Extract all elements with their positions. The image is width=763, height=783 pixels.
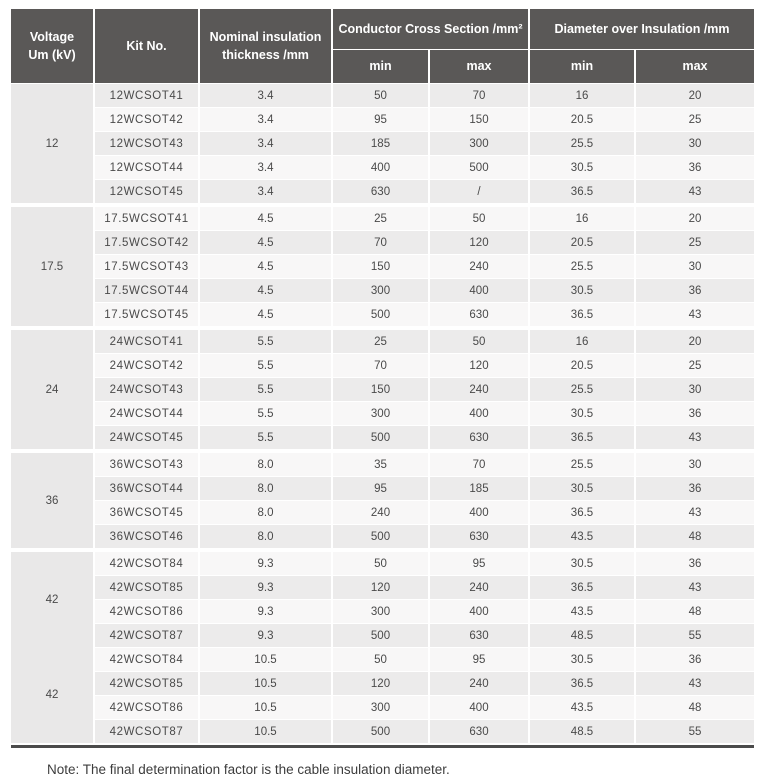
voltage-value: 36 [45,494,59,507]
diameter-min-cell: 48.5 [530,720,634,743]
voltage-value: 42 [45,689,59,702]
kit-no-cell: 42WCSOT86 [95,696,198,719]
conductor-min-cell: 50 [333,84,428,107]
diameter-max-cell: 43 [636,576,754,599]
kit-no-cell: 12WCSOT45 [95,180,198,203]
conductor-min-cell: 150 [333,255,428,278]
header-diameter-over-insulation: Diameter over Insulation /mm [530,9,754,49]
kit-no-cell: 36WCSOT46 [95,525,198,548]
diameter-max-cell: 30 [636,132,754,155]
conductor-max-cell: 240 [430,576,528,599]
diameter-min-cell: 30.5 [530,156,634,179]
kit-no-cell: 24WCSOT43 [95,378,198,401]
conductor-min-cell: 500 [333,426,428,449]
thickness-cell: 8.0 [200,501,331,524]
thickness-cell: 3.4 [200,84,331,107]
diameter-max-cell: 43 [636,426,754,449]
diameter-min-cell: 36.5 [530,303,634,326]
diameter-max-cell: 30 [636,255,754,278]
header-voltage-line2: Um (kV) [28,48,76,62]
header-diameter-min: min [530,50,634,83]
conductor-min-cell: 70 [333,354,428,377]
voltage-value: 17.5 [40,260,64,273]
conductor-min-cell: 150 [333,378,428,401]
kit-no-cell: 24WCSOT44 [95,402,198,425]
header-voltage-line1: Voltage [29,29,75,44]
conductor-max-cell: 400 [430,696,528,719]
kit-no-cell: 17.5WCSOT42 [95,231,198,254]
diameter-min-cell: 16 [530,84,634,107]
header-nominal-thickness [200,9,331,83]
conductor-max-cell: 50 [430,207,528,230]
conductor-max-cell: 240 [430,255,528,278]
conductor-min-cell: 500 [333,525,428,548]
conductor-max-cell: 185 [430,477,528,500]
spec-table [11,9,754,743]
thickness-cell: 3.4 [200,180,331,203]
diameter-max-cell: 30 [636,378,754,401]
diameter-min-cell: 36.5 [530,672,634,695]
voltage-group-cell [11,207,93,326]
thickness-cell: 10.5 [200,672,331,695]
conductor-min-cell: 70 [333,231,428,254]
conductor-min-cell: 300 [333,696,428,719]
diameter-min-cell: 43.5 [530,525,634,548]
kit-no-cell: 24WCSOT41 [95,330,198,353]
diameter-max-cell: 43 [636,303,754,326]
diameter-max-cell: 36 [636,648,754,671]
diameter-max-cell: 48 [636,696,754,719]
kit-no-cell: 17.5WCSOT45 [95,303,198,326]
conductor-max-cell: 630 [430,720,528,743]
diameter-min-cell: 43.5 [530,600,634,623]
conductor-min-cell: 95 [333,477,428,500]
kit-no-cell: 42WCSOT87 [95,720,198,743]
thickness-cell: 8.0 [200,477,331,500]
voltage-value: 12 [45,137,59,150]
diameter-max-cell: 55 [636,720,754,743]
header-nominal-line1: Nominal insulation [209,29,322,44]
header-diameter-max: max [636,50,754,83]
diameter-max-cell: 20 [636,84,754,107]
thickness-cell: 4.5 [200,279,331,302]
conductor-max-cell: 400 [430,279,528,302]
conductor-min-cell: 300 [333,600,428,623]
diameter-max-cell: 48 [636,600,754,623]
conductor-min-cell: 500 [333,624,428,647]
kit-no-cell: 36WCSOT44 [95,477,198,500]
conductor-max-cell: 300 [430,132,528,155]
conductor-max-cell: / [430,180,528,203]
thickness-cell: 8.0 [200,453,331,476]
diameter-min-cell: 43.5 [530,696,634,719]
diameter-max-cell: 43 [636,501,754,524]
diameter-min-cell: 30.5 [530,279,634,302]
conductor-min-cell: 185 [333,132,428,155]
kit-no-cell: 42WCSOT85 [95,576,198,599]
conductor-max-cell: 50 [430,330,528,353]
conductor-min-cell: 500 [333,720,428,743]
conductor-min-cell: 630 [333,180,428,203]
thickness-cell: 9.3 [200,576,331,599]
conductor-max-cell: 120 [430,354,528,377]
conductor-max-cell: 150 [430,108,528,131]
diameter-min-cell: 20.5 [530,108,634,131]
kit-no-cell: 36WCSOT43 [95,453,198,476]
conductor-min-cell: 50 [333,648,428,671]
header-kit-no: Kit No. [95,9,198,83]
diameter-max-cell: 20 [636,330,754,353]
thickness-cell: 4.5 [200,207,331,230]
conductor-max-cell: 95 [430,648,528,671]
kit-no-cell: 12WCSOT41 [95,84,198,107]
thickness-cell: 4.5 [200,255,331,278]
conductor-max-cell: 70 [430,453,528,476]
voltage-group-cell [11,84,93,203]
conductor-min-cell: 500 [333,303,428,326]
diameter-max-cell: 36 [636,402,754,425]
kit-no-cell: 24WCSOT45 [95,426,198,449]
diameter-max-cell: 43 [636,672,754,695]
kit-no-cell: 12WCSOT42 [95,108,198,131]
thickness-cell: 9.3 [200,600,331,623]
diameter-max-cell: 36 [636,552,754,575]
kit-no-cell: 42WCSOT85 [95,672,198,695]
voltage-group-cell [11,453,93,548]
thickness-cell: 3.4 [200,132,331,155]
header-conductor-min: min [333,50,428,83]
diameter-max-cell: 20 [636,207,754,230]
conductor-min-cell: 120 [333,672,428,695]
conductor-max-cell: 240 [430,672,528,695]
diameter-max-cell: 43 [636,180,754,203]
conductor-max-cell: 240 [430,378,528,401]
voltage-group-cell [11,330,93,449]
thickness-cell: 9.3 [200,552,331,575]
conductor-max-cell: 630 [430,426,528,449]
kit-no-cell: 24WCSOT42 [95,354,198,377]
diameter-min-cell: 25.5 [530,378,634,401]
thickness-cell: 4.5 [200,231,331,254]
diameter-max-cell: 48 [636,525,754,548]
thickness-cell: 10.5 [200,696,331,719]
header-voltage [11,9,93,83]
conductor-max-cell: 630 [430,525,528,548]
thickness-cell: 10.5 [200,720,331,743]
diameter-min-cell: 16 [530,330,634,353]
diameter-min-cell: 25.5 [530,255,634,278]
thickness-cell: 5.5 [200,378,331,401]
kit-no-cell: 42WCSOT84 [95,552,198,575]
thickness-cell: 5.5 [200,330,331,353]
diameter-min-cell: 20.5 [530,354,634,377]
diameter-max-cell: 25 [636,231,754,254]
diameter-min-cell: 20.5 [530,231,634,254]
thickness-cell: 9.3 [200,624,331,647]
conductor-min-cell: 300 [333,402,428,425]
diameter-min-cell: 30.5 [530,648,634,671]
diameter-max-cell: 55 [636,624,754,647]
diameter-min-cell: 30.5 [530,477,634,500]
conductor-max-cell: 120 [430,231,528,254]
thickness-cell: 10.5 [200,648,331,671]
diameter-min-cell: 48.5 [530,624,634,647]
thickness-cell: 5.5 [200,354,331,377]
header-conductor-max: max [430,50,528,83]
kit-no-cell: 42WCSOT87 [95,624,198,647]
diameter-min-cell: 36.5 [530,576,634,599]
kit-no-cell: 42WCSOT84 [95,648,198,671]
note-text: Note: The final determination factor is the cable insulation diameter. [47,762,450,777]
conductor-max-cell: 630 [430,303,528,326]
conductor-min-cell: 120 [333,576,428,599]
header-nominal-line2: thickness /mm [222,48,309,62]
header-conductor-cross-section: Conductor Cross Section /mm² [333,9,528,49]
kit-no-cell: 42WCSOT86 [95,600,198,623]
kit-no-cell: 17.5WCSOT43 [95,255,198,278]
diameter-max-cell: 36 [636,279,754,302]
kit-no-cell: 12WCSOT44 [95,156,198,179]
thickness-cell: 4.5 [200,303,331,326]
conductor-min-cell: 400 [333,156,428,179]
diameter-max-cell: 36 [636,477,754,500]
diameter-min-cell: 16 [530,207,634,230]
thickness-cell: 3.4 [200,108,331,131]
table-bottom-border [11,745,754,748]
diameter-min-cell: 36.5 [530,180,634,203]
diameter-max-cell: 25 [636,354,754,377]
thickness-cell: 3.4 [200,156,331,179]
conductor-max-cell: 95 [430,552,528,575]
conductor-min-cell: 240 [333,501,428,524]
diameter-max-cell: 25 [636,108,754,131]
diameter-max-cell: 36 [636,156,754,179]
thickness-cell: 8.0 [200,525,331,548]
kit-no-cell: 12WCSOT43 [95,132,198,155]
conductor-min-cell: 25 [333,207,428,230]
thickness-cell: 5.5 [200,426,331,449]
diameter-min-cell: 25.5 [530,453,634,476]
kit-no-cell: 17.5WCSOT41 [95,207,198,230]
diameter-min-cell: 25.5 [530,132,634,155]
conductor-min-cell: 35 [333,453,428,476]
conductor-max-cell: 70 [430,84,528,107]
diameter-min-cell: 30.5 [530,402,634,425]
conductor-max-cell: 400 [430,600,528,623]
conductor-max-cell: 500 [430,156,528,179]
conductor-min-cell: 300 [333,279,428,302]
voltage-group-cell [11,552,93,743]
conductor-min-cell: 95 [333,108,428,131]
diameter-min-cell: 30.5 [530,552,634,575]
diameter-min-cell: 36.5 [530,501,634,524]
conductor-max-cell: 400 [430,402,528,425]
conductor-min-cell: 50 [333,552,428,575]
diameter-min-cell: 36.5 [530,426,634,449]
kit-no-cell: 36WCSOT45 [95,501,198,524]
conductor-min-cell: 25 [333,330,428,353]
kit-no-cell: 17.5WCSOT44 [95,279,198,302]
conductor-max-cell: 630 [430,624,528,647]
conductor-max-cell: 400 [430,501,528,524]
voltage-value: 24 [45,383,59,396]
diameter-max-cell: 30 [636,453,754,476]
voltage-value: 42 [45,593,59,606]
thickness-cell: 5.5 [200,402,331,425]
